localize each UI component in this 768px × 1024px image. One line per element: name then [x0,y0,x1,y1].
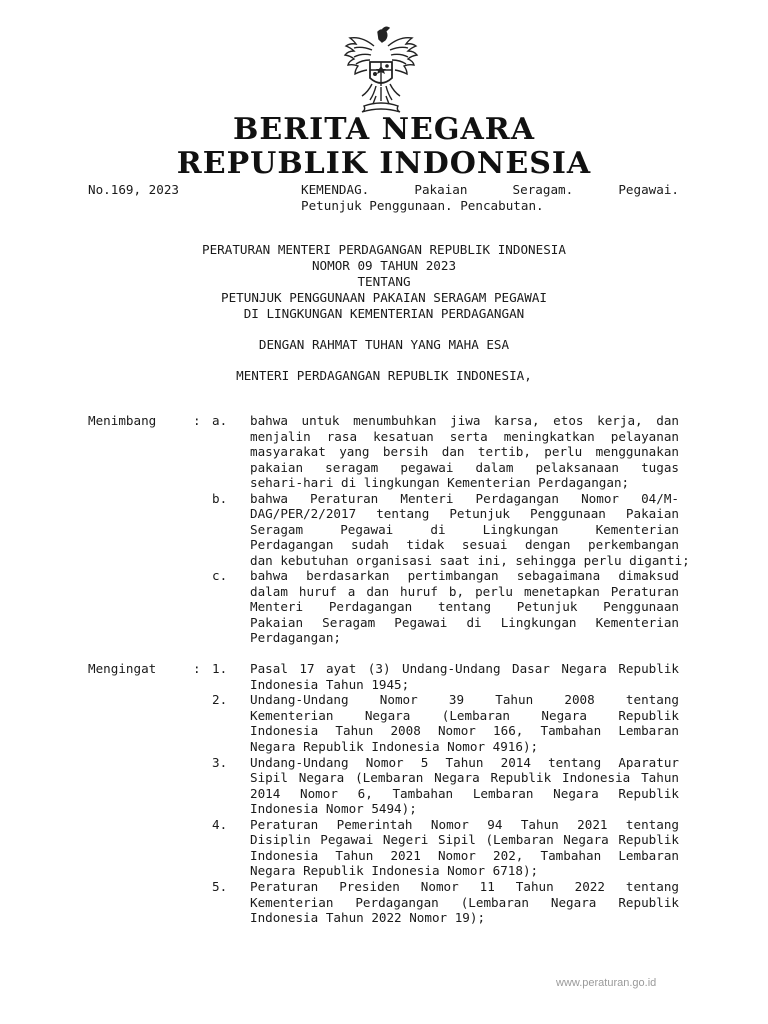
mengingat-item-line: Undang-Undang Nomor 39 Tahun 2008 tentang [250,692,679,708]
mengingat-item-line: Kementerian Perdagangan (Lembaran Negara Republik [250,894,679,910]
mengingat-item-text [250,817,679,879]
mengingat-item-line: Peraturan Pemerintah Nomor 94 Tahun 2021 tentang [250,816,679,832]
subject-word: Pakaian [414,182,468,197]
mengingat-item-line: Indonesia Tahun 2022 Nomor 19); [250,910,486,926]
menimbang-label: Menimbang [88,413,157,428]
menimbang-item-line: menjalin rasa kesatuan serta meningkatkan pelayanan [250,428,679,444]
menimbang-item-line: bahwa berdasarkan pertimbangan sebagaimana dimaksud [250,568,679,583]
mengingat-item-text [250,661,679,692]
minister-line: MENTERI PERDAGANGAN REPUBLIK INDONESIA, [236,368,532,383]
menimbang-item-text [250,568,679,646]
mengingat-item-text [250,692,679,754]
regulation-subject-line2: DI LINGKUNGAN KEMENTERIAN PERDAGANGAN [243,306,525,321]
menimbang-item-line: dalam huruf a dan huruf b, perlu menetapkan Peraturan [250,583,679,599]
menimbang-item-line: dan kebutuhan organisasi saat ini, sehingga perlu diganti; [250,552,690,568]
mengingat-item-line: Sipil Negara (Lembaran Negara Republik Indonesia Tahun [250,770,679,786]
mengingat-item-text [250,755,679,817]
menimbang-item-line: Pakaian Seragam Pegawai di Lingkungan Kementerian [250,614,679,630]
menimbang-item-line: bahwa Peraturan Menteri Perdagangan Nomor 04/M- [250,490,679,506]
menimbang-item-text [250,413,679,491]
menimbang-item-text [250,490,690,569]
mengingat-item-line: Undang-Undang Nomor 5 Tahun 2014 tentang Aparatur [250,754,679,770]
gazette-subtitle: REPUBLIK INDONESIA [176,146,592,181]
menimbang-item-marker: b. [212,490,228,506]
source-watermark: www.peraturan.go.id [556,977,657,989]
gazette-subject-line1 [301,182,679,198]
mengingat-label: Mengingat [88,661,157,676]
mengingat-item-line: Disiplin Pegawai Negeri Sipil (Lembaran Negara Republik [250,832,679,848]
mengingat-item-line: 2014 Nomor 6, Tambahan Lembaran Negara Republik [250,785,679,801]
regulation-title-line1: PERATURAN MENTERI PERDAGANGAN REPUBLIK INDONESIA [202,242,566,257]
menimbang-colon: : [193,413,201,428]
mengingat-item-marker: 4. [212,816,228,832]
mengingat-item-line: Pasal 17 ayat (3) Undang-Undang Dasar Negara Republik [250,661,679,676]
mengingat-item-line: Negara Republik Indonesia Nomor 6718); [250,863,539,879]
mengingat-item-line: Kementerian Negara (Lembaran Negara Republik [250,707,679,723]
subject-word: KEMENDAG. [301,182,370,197]
mengingat-item-marker: 1. [212,661,228,676]
mengingat-item-line: Indonesia Tahun 1945; [250,676,410,692]
mengingat-item-marker: 5. [212,879,228,895]
blessing-line: DENGAN RAHMAT TUHAN YANG MAHA ESA [258,337,510,352]
menimbang-item-line: bahwa untuk menumbuhkan jiwa karsa, etos kerja, dan [250,413,679,428]
mengingat-item-line: Peraturan Presiden Nomor 11 Tahun 2022 tentang [250,879,679,895]
mengingat-item-line: Indonesia Nomor 5494); [250,801,417,817]
garuda-emblem-icon [334,26,428,118]
mengingat-item-line: Negara Republik Indonesia Nomor 4916); [250,738,539,754]
menimbang-item-line: masyarakat yang bersih dan tertib, perlu menggunakan [250,444,679,459]
regulation-tentang: TENTANG [357,274,411,289]
gazette-number: No.169, 2023 [88,182,179,197]
mengingat-item-text [250,879,679,926]
menimbang-item-line: Perdagangan sudah tidak sesuai dengan perkembangan [250,537,679,552]
menimbang-item-marker: a. [212,413,228,428]
mengingat-item-marker: 2. [212,692,228,708]
menimbang-item-line: sehari-hari di lingkungan Kementerian Perdagangan; [250,475,630,490]
regulation-number: NOMOR 09 TAHUN 2023 [311,258,457,273]
gazette-subject-line2: Petunjuk Penggunaan. Pencabutan. [301,198,544,213]
menimbang-item-line: DAG/PER/2/2017 tentang Petunjuk Penggunaan Pakaian [250,506,679,521]
menimbang-item-line: Perdagangan; [250,630,341,645]
menimbang-item-line: Menteri Perdagangan tentang Petunjuk Penggunaan [250,599,679,614]
mengingat-item-line: Indonesia Tahun 2008 Nomor 166, Tambahan Lembaran [250,723,679,739]
subject-word: Seragam. [512,182,574,197]
gazette-title: BERITA NEGARA [233,112,535,147]
mengingat-item-line: Indonesia Tahun 2021 Nomor 202, Tambahan Lembaran [250,847,679,863]
mengingat-item-marker: 3. [212,754,228,770]
regulation-subject-line1: PETUNJUK PENGGUNAAN PAKAIAN SERAGAM PEGAWAI [220,290,548,305]
menimbang-item-marker: c. [212,568,228,583]
subject-word: Pegawai. [618,182,679,197]
menimbang-item-line: pakaian seragam pegawai dalam pelaksanaan tugas [250,459,679,475]
mengingat-colon: : [193,661,201,676]
menimbang-item-line: Seragam Pegawai di Lingkungan Kementerian [250,521,679,537]
